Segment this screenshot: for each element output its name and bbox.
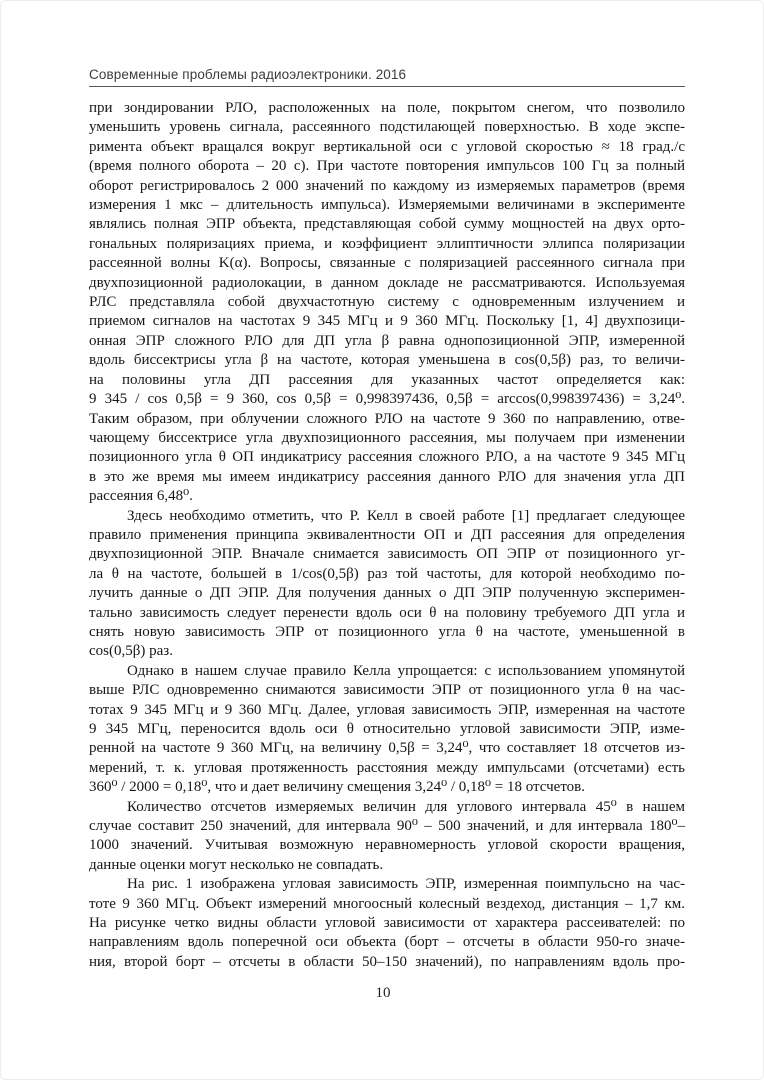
text-line: рассеянной волны K(α). Вопросы, связанные с поляризацией рассеянного сигнала при bbox=[89, 255, 685, 272]
text-line: ния, второй борт – отсчеты в области 50–150 значений), по направлениям вдоль про- bbox=[89, 953, 685, 970]
text-line: позиционного угла θ ОП индикатрису рассеяния сложного РЛО, а на частоте 9 345 МГц bbox=[89, 449, 685, 466]
text-line: Однако в нашем случае правило Келла упрощается: с использованием упомянутой bbox=[127, 662, 685, 679]
page-body bbox=[89, 99, 685, 972]
text-line: выше РЛС одновременно снимаются зависимости ЭПР от позиционного угла θ на час- bbox=[89, 682, 685, 699]
text-line: тотах 9 345 МГц и 9 360 МГц. Далее, угловая зависимость ЭПР, измеренная на частоте bbox=[89, 701, 685, 718]
journal-title: Современные проблемы радиоэлектроники. 2016 bbox=[89, 67, 407, 82]
text-line: оборот регистрировалось 2 000 значений по каждому из измеряемых параметров (время bbox=[89, 177, 685, 194]
text-line: 360⁰ / 2000 = 0,18⁰, что и дает величину смещения 3,24⁰ / 0,18⁰ = 18 отсчетов. bbox=[89, 779, 586, 796]
text-line: в это же время мы имеем индикатрису рассеяния данного РЛО для значения угла ДП bbox=[89, 468, 685, 485]
text-line: На рис. 1 изображена угловая зависимость ЭПР, измеренная поимпульсно на час- bbox=[127, 876, 685, 893]
text-line: двухпозиционной ЭПР. Вначале снимается зависимость ОП ЭПР от позиционного уг- bbox=[89, 546, 685, 563]
text-line: уменьшить уровень сигнала, рассеянного подстилающей поверхностью. В ходе экспе- bbox=[89, 119, 685, 136]
text-line: РЛС представляла собой двухчастотную систему с одновременным излучением и bbox=[89, 294, 685, 311]
text-line: На рисунке четко видны области угловой зависимости от характера рассеивателей: по bbox=[89, 915, 685, 932]
text-line: рассеяния 6,48⁰. bbox=[89, 488, 193, 505]
text-line: являлись полная ЭПР объекта, представляющая собой сумму мощностей на двух орто- bbox=[89, 216, 685, 233]
text-line: правило применения принципа эквивалентности ОП и ДП рассеяния для определения bbox=[89, 526, 685, 543]
text-line: двухпозиционной радиолокации, в данном докладе не рассматриваются. Используемая bbox=[89, 274, 685, 291]
text-line: (время полного оборота – 20 с). При частоте повторения импульсов 100 Гц за полный bbox=[89, 158, 685, 175]
text-line: тально зависимость следует перенести вдоль оси θ на половину требуемого ДП угла и bbox=[89, 604, 685, 621]
text-line: измерения 1 мкс – длительность импульса). Измеряемыми величинами в эксперименте bbox=[89, 197, 685, 214]
text-line: ла θ на частоте, большей в 1/cos(0,5β) раз той частоты, для которой необходимо по- bbox=[89, 565, 685, 582]
text-line: лучить данные о ДП ЭПР. Для получения данных о ДП ЭПР полученную эксперимен- bbox=[89, 585, 685, 602]
page-content bbox=[89, 67, 685, 972]
text-line: направлениям вдоль поперечной оси объекта (борт – отсчеты в области 950-го значе- bbox=[89, 934, 685, 951]
journal-header bbox=[89, 67, 685, 87]
text-line: Количество отсчетов измеряемых величин для углового интервала 45⁰ в нашем bbox=[127, 798, 685, 815]
text-line: cos(0,5β) раз. bbox=[89, 643, 173, 660]
page-number: 10 bbox=[375, 985, 391, 1001]
paragraph bbox=[89, 798, 685, 876]
text-line: 1000 значений. Учитывая возможную неравномерность угловой скорости вращения, bbox=[89, 837, 685, 854]
text-line: данные оценки могут несколько не совпадать. bbox=[89, 856, 384, 873]
text-line: случае составит 250 значений, для интервала 90⁰ – 500 значений, и для интервала 180⁰– bbox=[89, 818, 685, 835]
paragraph bbox=[89, 875, 685, 972]
text-line: гональных поляризациях приема, и коэффициент эллиптичности эллипса поляризации bbox=[89, 235, 685, 252]
text-line: приемом сигналов на частотах 9 345 МГц и 9 360 МГц. Поскольку [1, 4] двухпозици- bbox=[89, 313, 685, 330]
text-line: при зондировании РЛО, расположенных на поле, покрытом снегом, что позволило bbox=[89, 100, 685, 116]
text-line: Таким образом, при облучении сложного РЛО на частоте 9 360 по направлению, отве- bbox=[89, 410, 685, 427]
text-line: 9 345 / cos 0,5β = 9 360, cos 0,5β = 0,998397436, 0,5β = arccos(0,998397436) = 3,24⁰. bbox=[89, 391, 685, 408]
text-line: вдоль биссектрисы угла β на частоте, которая уменьшена в cos(0,5β) раз, то величи- bbox=[89, 352, 685, 369]
text-line: чающему биссектрисе угла двухпозиционного рассеяния, мы получаем при изменении bbox=[89, 429, 685, 446]
text-line: на половины угла ДП рассеяния для указанных частот определяется как: bbox=[89, 371, 685, 388]
text-line: римента объект вращался вокруг вертикальной оси с угловой скоростью ≈ 18 град./с bbox=[89, 138, 685, 155]
text-line: тоте 9 360 МГц. Объект измерений многоосный колесный вездеход, дистанция – 1,7 км. bbox=[89, 895, 685, 912]
text-line: мерений, т. к. угловая протяженность расстояния между импульсами (отсчетами) есть bbox=[89, 759, 685, 776]
text-line: снять новую зависимость ЭПР от позиционного угла θ на частоте, уменьшенной в bbox=[89, 623, 685, 640]
text-line: 9 345 МГц, переносится вдоль оси θ относительно угловой зависимости ЭПР, изме- bbox=[89, 721, 685, 737]
paragraph bbox=[89, 99, 685, 507]
text-line: ренной на частоте 9 360 МГц, на величину 0,5β = 3,24⁰, что составляет 18 отсчетов из- bbox=[89, 740, 685, 757]
paragraph bbox=[89, 507, 685, 662]
paragraph bbox=[89, 662, 685, 798]
text-line: Здесь необходимо отметить, что Р. Келл в своей работе [1] предлагает следующее bbox=[127, 507, 685, 524]
text-line: онная ЭПР сложного РЛО для ДП угла β равна однопозиционной ЭПР, измеренной bbox=[89, 332, 685, 349]
